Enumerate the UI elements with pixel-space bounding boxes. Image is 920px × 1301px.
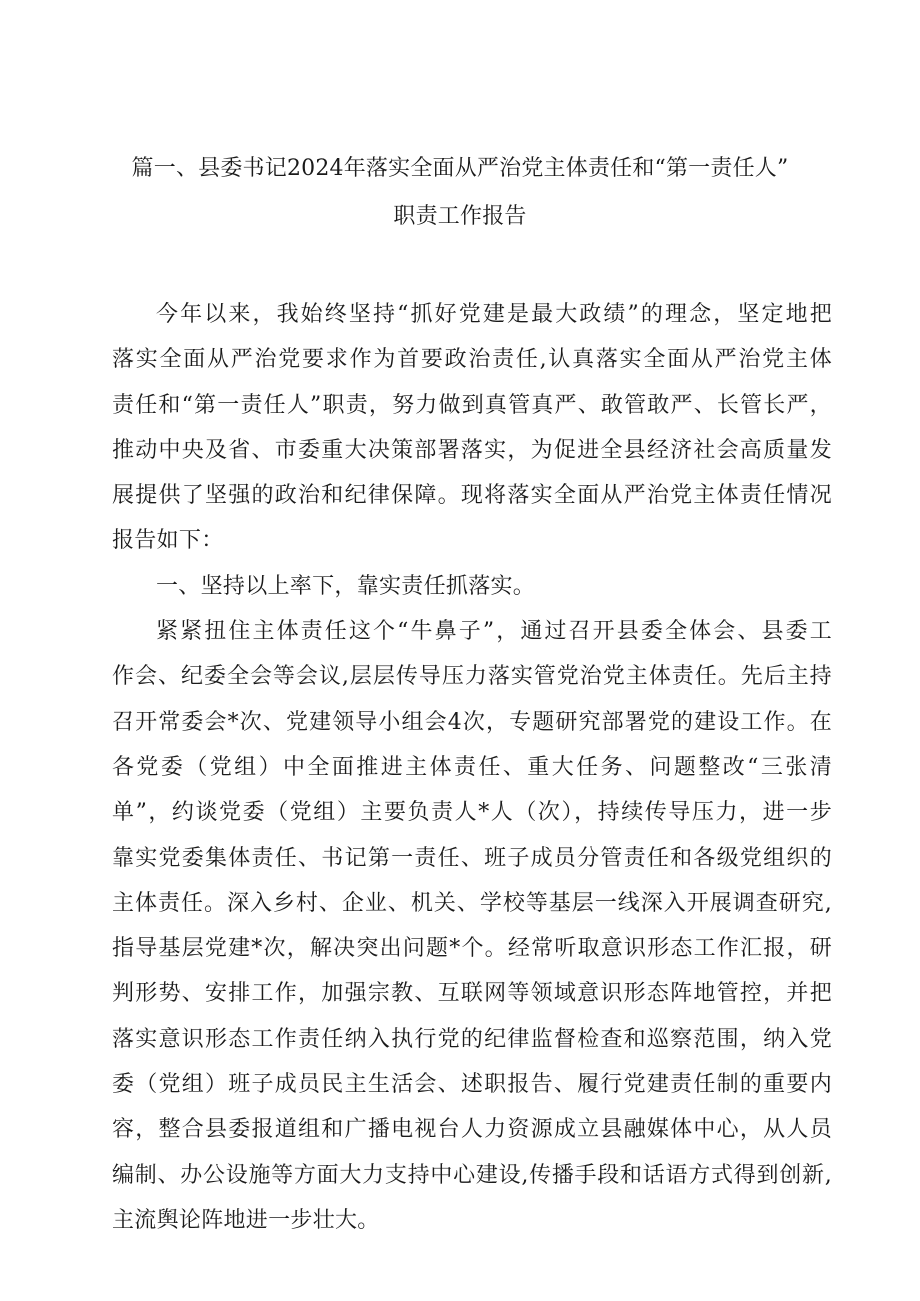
paragraph-line: 主体责任。深入乡村、企业、机关、学校等基层一线深入开展调查研究,	[112, 890, 832, 916]
paragraph-section-1	[112, 609, 832, 1243]
paragraph-line: 作会、纪委全会等会议,层层传导压力落实管党治党主体责任。先后主持	[112, 664, 832, 690]
document-body	[112, 292, 832, 1243]
paragraph-line: 责任和“第一责任人”职责，努力做到真管真严、敢管敢严、长管长严，	[112, 392, 832, 418]
paragraph-line: 指导基层党建*次，解决突出问题*个。经常听取意识形态工作汇报，研	[112, 936, 832, 962]
paragraph-intro	[112, 292, 832, 564]
paragraph-line: 落实全面从严治党要求作为首要政治责任,认真落实全面从严治党主体	[112, 347, 832, 373]
paragraph-line: 判形势、安排工作，加强宗教、互联网等领域意识形态阵地管控，并把	[112, 981, 832, 1007]
document-title	[100, 145, 820, 241]
paragraph-line: 落实意识形态工作责任纳入执行党的纪律监督检查和巡察范围，纳入党	[112, 1026, 832, 1052]
paragraph-line: 今年以来，我始终坚持“抓好党建是最大政绩”的理念，坚定地把	[156, 302, 832, 327]
paragraph-line: 紧紧扭住主体责任这个“牛鼻子”，通过召开县委全体会、县委工	[156, 619, 832, 645]
paragraph-line: 各党委（党组）中全面推进主体责任、重大任务、问题整改“三张清	[112, 754, 832, 780]
paragraph-line: 容，整合县委报道组和广播电视台人力资源成立县融媒体中心，从人员	[112, 1117, 832, 1143]
paragraph-line: 召开常委会*次、党建领导小组会4次，专题研究部署党的建设工作。在	[112, 709, 832, 735]
paragraph-line: 展提供了坚强的政治和纪律保障。现将落实全面从严治党主体责任情况	[112, 483, 832, 509]
paragraph-line: 主流舆论阵地进一步壮大。	[112, 1207, 380, 1233]
title-line-1: 篇一、县委书记2024年落实全面从严治党主体责任和“第一责任人”	[131, 156, 789, 181]
title-line-2: 职责工作报告	[393, 204, 527, 229]
paragraph-line: 推动中央及省、市委重大决策部署落实，为促进全县经济社会高质量发	[112, 437, 832, 463]
paragraph-line: 报告如下：	[112, 528, 224, 554]
paragraph-line: 单”，约谈党委（党组）主要负责人*人（次），持续传导压力，进一步	[112, 800, 832, 826]
paragraph-line: 编制、办公设施等方面大力支持中心建设,传播手段和话语方式得到创新,	[112, 1162, 832, 1188]
paragraph-line: 委（党组）班子成员民主生活会、述职报告、履行党建责任制的重要内	[112, 1072, 832, 1098]
paragraph-line: 靠实党委集体责任、书记第一责任、班子成员分管责任和各级党组织的	[112, 845, 832, 871]
section-heading-1: 一、坚持以上率下，靠实责任抓落实。	[156, 573, 536, 599]
